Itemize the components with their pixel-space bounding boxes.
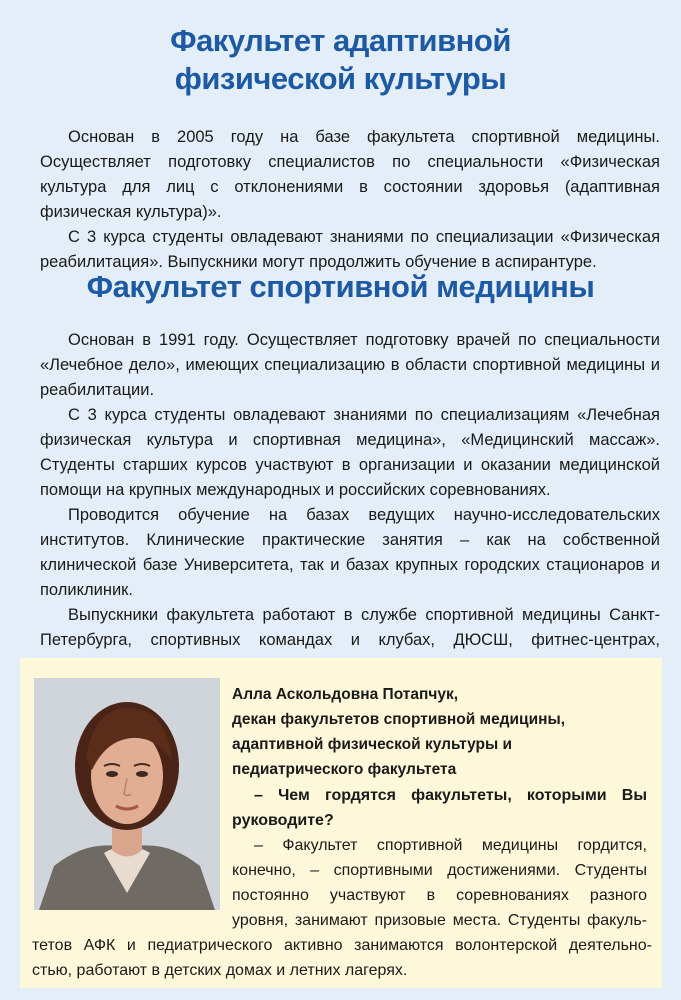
interviewee-position: адаптивной физической культуры и [232,736,513,753]
portrait-photo [34,678,220,910]
section2-body [40,328,660,678]
answer-line: постоянно участвуют в соревнованиях разного [232,887,647,904]
interview-card [20,658,662,988]
answer-line: стью, работают в детских домах и летних лагерях. [32,962,408,979]
section2-paragraph: С 3 курса студенты овладевают знаниями по специализациям «Лечебная физическая культура и спортивная медицина», «Медицинский массаж». Студенты старших курсов участвуют в организации и оказании медицинской помощи на крупных международных и российских соревнованиях. [40,406,660,499]
interview-answer-bottom [32,933,652,983]
answer-line: – Факультет спортивной медицины гордится, [254,837,647,854]
section1-title-line2: физической культуры [174,61,507,96]
interviewee-position: педиатрического факультета [232,761,457,778]
answer-line: уровня, занимают призовые места. Студенты факуль- [232,912,647,929]
section1-body [40,125,660,275]
section2-paragraph: Основан в 1991 году. Осуществляет подготовку врачей по специальности «Лечебное дело», имеющих специализацию в области спортивной медицины и реабилитации. [40,331,660,399]
section2-paragraph: Проводится обучение на базах ведущих научно-исследовательских институтов. Клинические практические занятия – как на собственной клинической базе Университета, так и базах крупных городских стационаров и поликлиник. [40,506,660,599]
section2-paragraph: Выпускники факультета работают в службе спортивной медицины Санкт-Петербурга, спортивных командах и клубах, ДЮСШ, фитнес-центрах, [40,606,660,649]
answer-line: тетов АФК и педиатрического активно занимаются волонтерской деятельно- [32,937,652,954]
interviewee-name: Алла Аскольдовна Потапчук, [232,686,459,703]
interview-question: – Чем гордятся факультеты, которыми Вы руководите? [232,787,647,829]
section2-title: Факультет спортивной медицины [86,269,595,304]
interviewee-position: декан факультетов спортивной медицины, [232,711,566,728]
interviewee-name-block [232,682,647,782]
section1-title [0,22,681,98]
interview-answer-top [232,833,647,933]
answer-line: конечно, – спортивными достижениями. Студенты [232,862,647,879]
portrait-illustration [34,678,220,910]
section1-paragraph: С 3 курса студенты овладевают знаниями по специализации «Физическая реабилитация». Выпускники могут продолжить обучение в аспирантуре. [40,228,660,271]
section1-paragraph: Основан в 2005 году на базе факультета спортивной медицины. Осуществляет подготовку специалистов по специальности «Физическая культура для лиц с отклонениями в состоянии здоровья (адаптивная физическая культура)». [40,128,660,221]
section1-title-line1: Факультет адаптивной [170,23,511,58]
